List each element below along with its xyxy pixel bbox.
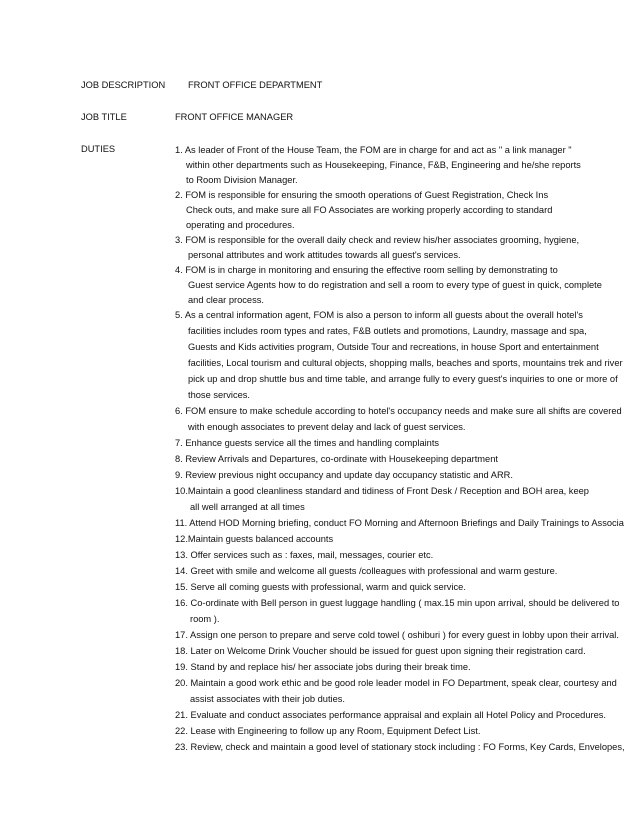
duty-line: 20. Maintain a good work ethic and be good role leader model in FO Department, speak clear, courtesy and: [175, 678, 617, 688]
duty-line: all well arranged at all times: [190, 502, 305, 512]
duty-line: to Room Division Manager.: [186, 175, 298, 185]
duty-line: 19. Stand by and replace his/ her associate jobs during their break time.: [175, 662, 471, 672]
duty-line: 6. FOM ensure to make schedule according to hotel's occupancy needs and make sure all shifts are covered: [175, 406, 622, 416]
duty-line: 23. Review, check and maintain a good level of stationary stock including : FO Forms, Key Cards, Envelopes,: [175, 742, 625, 752]
duty-line: personal attributes and work attitudes towards all guest's services.: [188, 250, 461, 260]
duties-label: DUTIES: [81, 144, 116, 154]
job-description-value: FRONT OFFICE DEPARTMENT: [188, 80, 323, 90]
duty-line: 7. Enhance guests service all the times and handling complaints: [175, 438, 440, 448]
duty-line: 15. Serve all coming guests with professional, warm and quick service.: [175, 582, 466, 592]
duty-line: those services.: [188, 390, 251, 400]
job-title-label: JOB TITLE: [81, 112, 127, 122]
duty-line: room ).: [190, 614, 220, 624]
duty-line: 8. Review Arrivals and Departures, co-ordinate with Housekeeping department: [175, 454, 498, 464]
duty-line: 14. Greet with smile and welcome all guests /colleagues with professional and warm gesture.: [175, 566, 558, 576]
duty-line: with enough associates to prevent delay and lack of guest services.: [188, 422, 466, 432]
duty-line: 21. Evaluate and conduct associates performance appraisal and explain all Hotel Policy and Procedures.: [175, 710, 607, 720]
duty-line: 5. As a central information agent, FOM is also a person to inform all guests about the overall hotel's: [175, 310, 583, 320]
duty-line: 2. FOM is responsible for ensuring the smooth operations of Guest Registration, Check Ins: [175, 190, 549, 200]
job-description-label: JOB DESCRIPTION: [81, 80, 166, 90]
duty-line: 13. Offer services such as : faxes, mail, messages, courier etc.: [175, 550, 434, 560]
duty-line: 11. Attend HOD Morning briefing, conduct FO Morning and Afternoon Briefings and Daily Trainings to Associa: [175, 518, 624, 528]
duty-line: assist associates with their job duties.: [190, 694, 346, 704]
duty-line: within other departments such as Housekeeping, Finance, F&B, Engineering and he/she reports: [186, 160, 581, 170]
duty-line: Guest service Agents how to do registration and sell a room to every type of guest in quick, complete: [188, 280, 602, 290]
duty-line: facilities, Local tourism and cultural objects, shopping malls, beaches and sports, mountains trek and river: [188, 358, 623, 368]
duty-line: 3. FOM is responsible for the overall daily check and review his/her associates grooming, hygiene,: [175, 235, 580, 245]
job-title-value: FRONT OFFICE MANAGER: [175, 112, 294, 122]
duty-line: 17. Assign one person to prepare and serve cold towel ( oshiburi ) for every guest in lobby upon their arrival.: [175, 630, 619, 640]
duty-line: pick up and drop shuttle bus and time table, and arrange fully to every guest's inquiries to one or more of: [188, 374, 618, 384]
duty-line: Guests and Kids activities program, Outside Tour and recreations, in house Sport and entertainment: [188, 342, 599, 352]
duty-line: 9. Review previous night occupancy and update day occupancy statistic and ARR.: [175, 470, 513, 480]
duty-line: and clear process.: [188, 295, 264, 305]
duty-line: 16. Co-ordinate with Bell person in guest luggage handling ( max.15 min upon arrival, should be delivered to: [175, 598, 620, 608]
duty-line: 18. Later on Welcome Drink Voucher should be issued for guest upon signing their registration card.: [175, 646, 586, 656]
duty-line: Check outs, and make sure all FO Associates are working properly according to standard: [186, 205, 553, 215]
duty-line: facilities includes room types and rates, F&B outlets and promotions, Laundry, massage and spa,: [188, 326, 587, 336]
duty-line: 1. As leader of Front of the House Team, the FOM are in charge for and act as " a link manager ": [175, 145, 572, 155]
duty-line: 10.Maintain a good cleanliness standard and tidiness of Front Desk / Reception and BOH area, keep: [175, 486, 589, 496]
duty-line: 12.Maintain guests balanced accounts: [175, 534, 334, 544]
duty-line: 22. Lease with Engineering to follow up any Room, Equipment Defect List.: [175, 726, 481, 736]
duty-line: 4. FOM is in charge in monitoring and ensuring the effective room selling by demonstrating to: [175, 265, 558, 275]
duty-line: operating and procedures.: [186, 220, 295, 230]
